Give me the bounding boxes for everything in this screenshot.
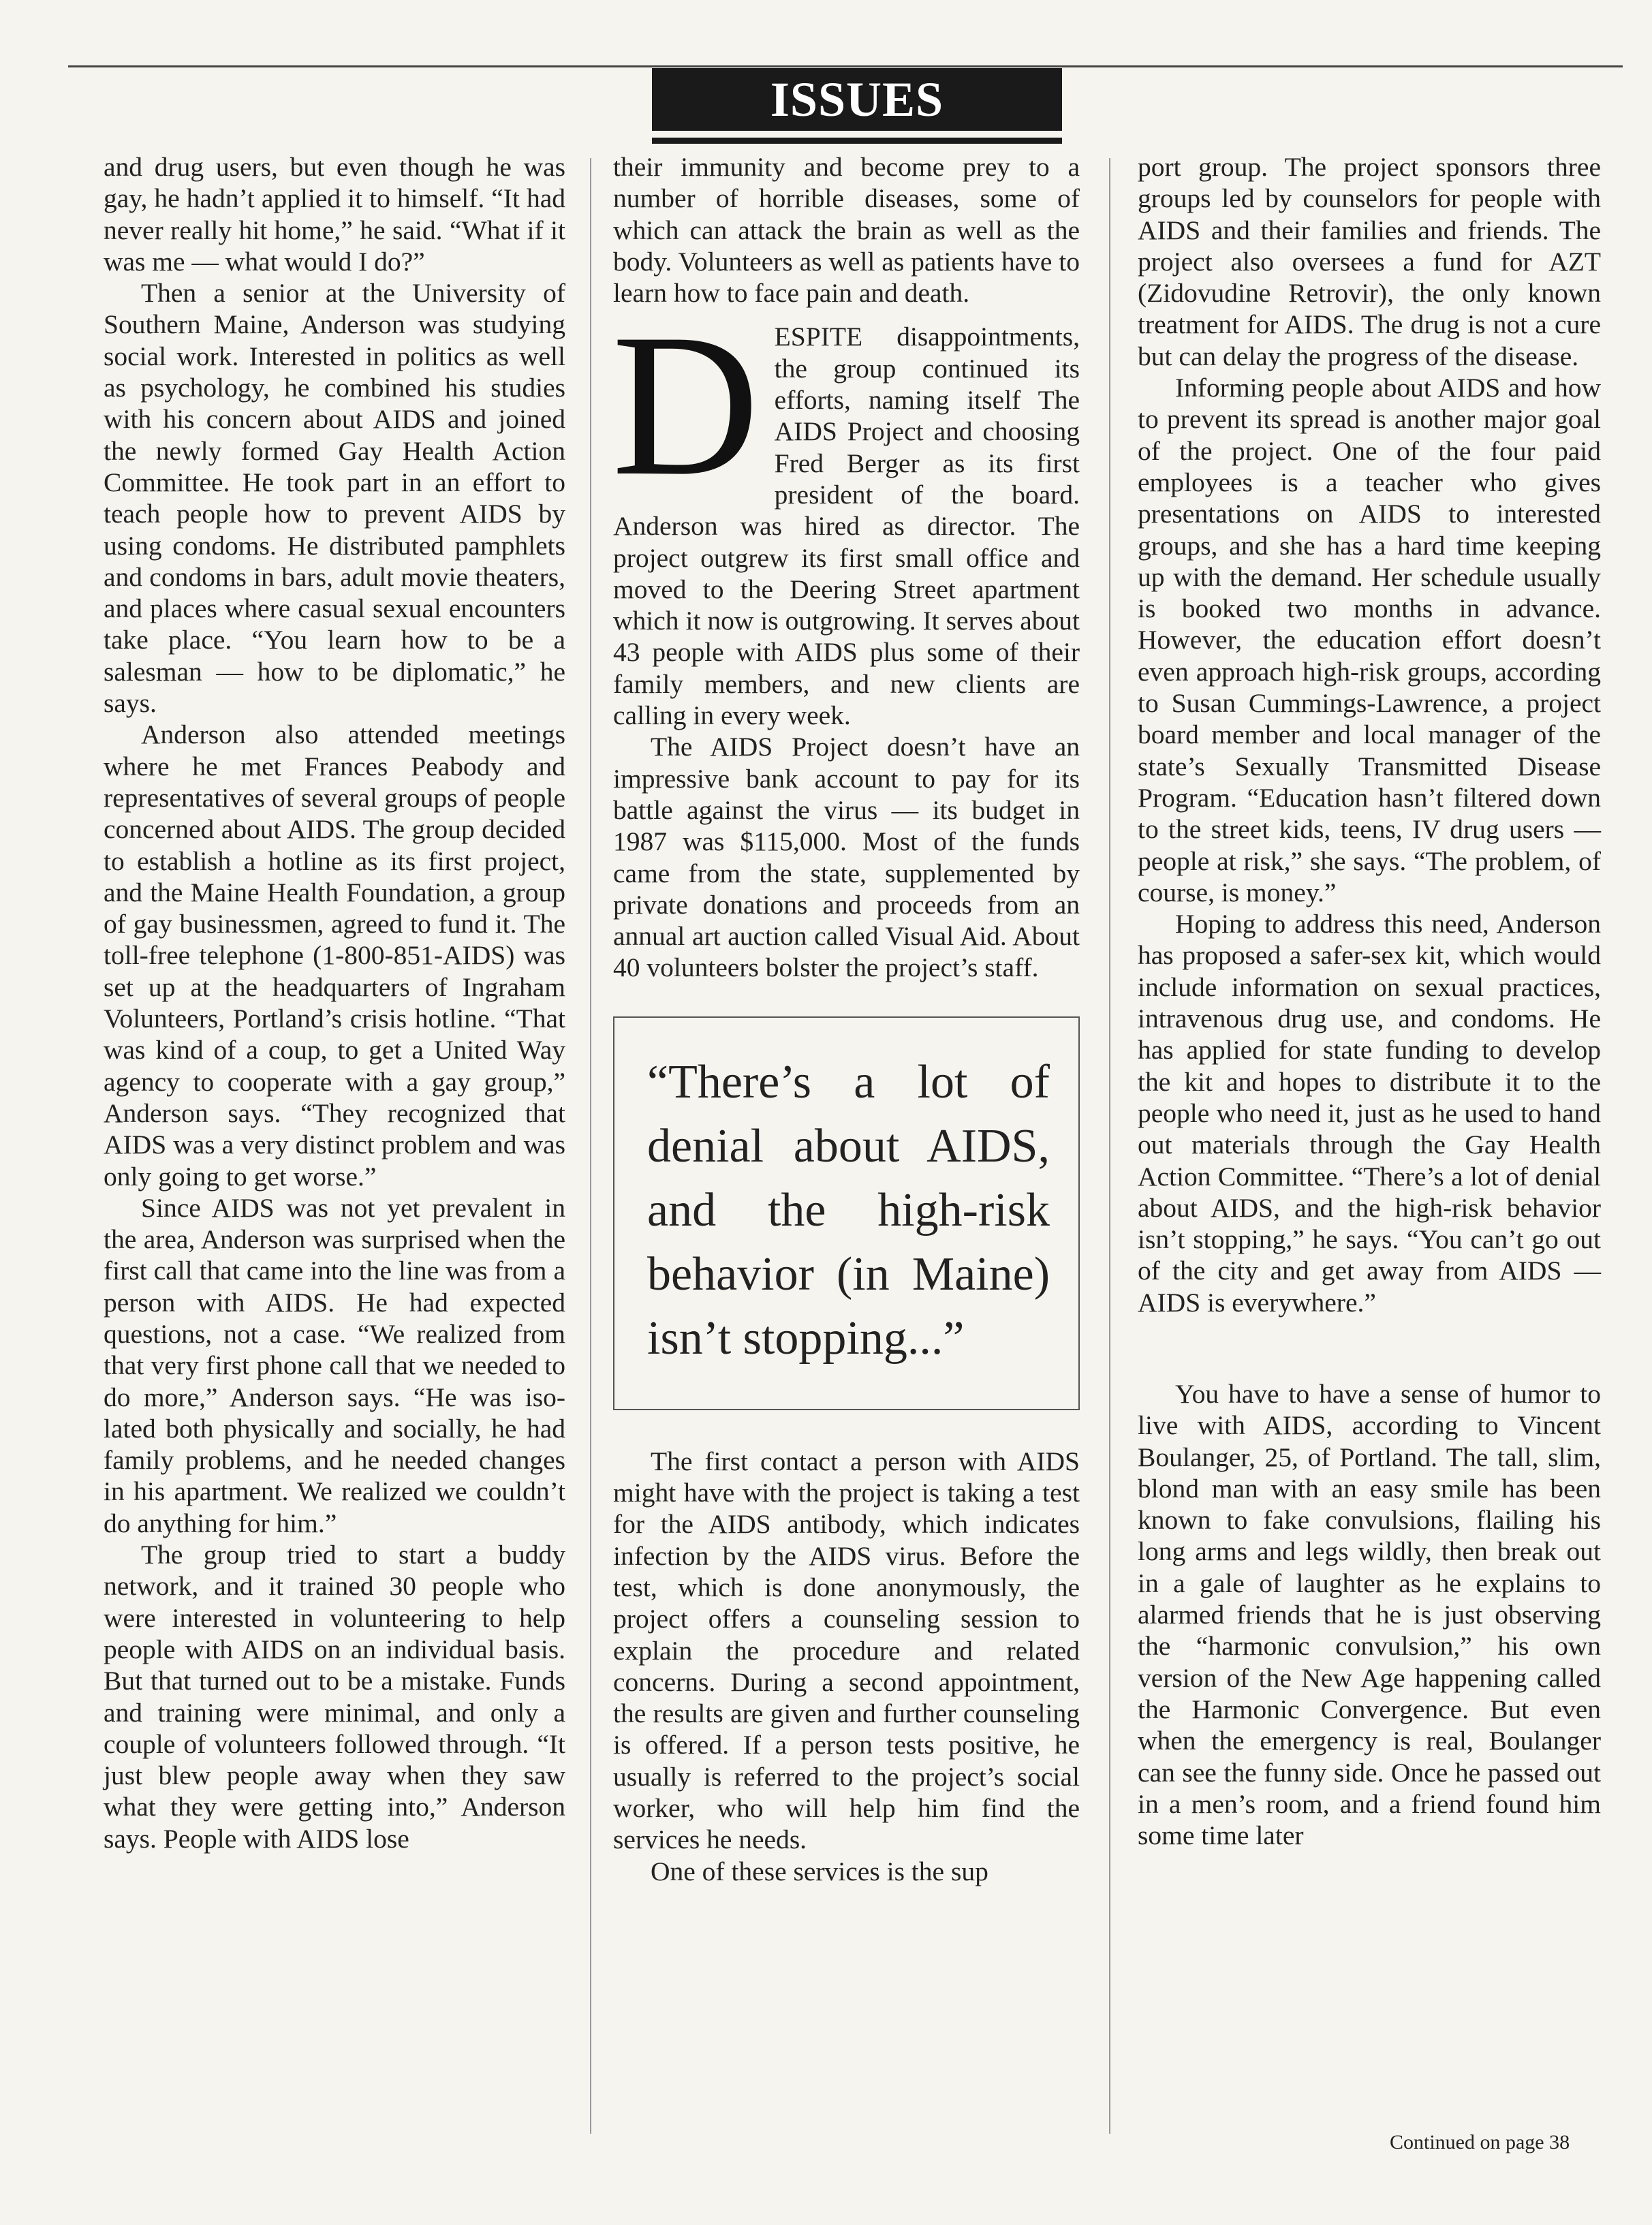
paragraph: Informing people about AIDS and how to prevent its spread is another major goal of the project. One of the four paid employees is a teacher who gives presentations on AIDS to interested groups, and she has a hard time keeping up with the demand. Her schedule usually is booked two months in advance. However, the education effort doesn’t even approach high-risk groups, according to Susan Cummings-Lawrence, a project board member and local manager of the state’s Sexually Transmitted Disease Program. “Education hasn’t filtered down to the street kids, teens, IV drug users — people at risk,” she says. “The problem, of course, is money.” xyxy=(1138,373,1601,907)
column-divider xyxy=(590,158,591,2134)
paragraph: One of these services is the sup xyxy=(651,1856,988,1886)
paragraph: and drug users, but even though he was gay, he hadn’t applied it to himself. “It had never really hit home,” he said. “What if it was me — what would I do?” xyxy=(104,152,565,277)
top-rule xyxy=(68,65,1623,67)
section-header: ISSUES xyxy=(652,68,1062,131)
pull-quote: “There’s a lot of denial about AIDS, and the high-risk behavior (in Maine) isn’t stopping...” xyxy=(613,1016,1080,1410)
column-divider xyxy=(1109,158,1110,2134)
paragraph: The AIDS Project doesn’t have an impressive bank account to pay for its battle against the virus — its budget in 1987 was $115,000. Most of the funds came from the state, supplemented by private donations and proceeds from an annual art auction called Visual Aid. About 40 volunteers bolster the project’s staff. xyxy=(613,732,1080,983)
paragraph: The group tried to start a buddy network, and it trained 30 people who were interested in volunteering to help people with AIDS on an individual basis. But that turned out to be a mistake. Funds and training were minimal, and only a couple of volunteers followed through. “It just blew people away when they saw what they were getting into,” Anderson says. People with AIDS lose xyxy=(104,1540,565,1854)
continued-note: Continued on page 38 xyxy=(1390,2131,1570,2153)
column-3 xyxy=(1138,151,1601,1851)
paragraph: Since AIDS was not yet prevalent in the area, Anderson was surprised when the first call that came into the line was from a person with AIDS. He had expected questions, not a case. “We realized from that very first phone call that we needed to do more,” Anderson says. “He was isolated both physically and socially, he had family problems, and he needed changes in his apartment. We realized we couldn’t do anything for him.” xyxy=(104,1192,565,1538)
header-underline xyxy=(652,138,1062,144)
section-break xyxy=(1138,1318,1601,1378)
paragraph: Then a senior at the University of Southern Maine, Anderson was studying social work. Interested in politics as well as psychology, he combined his studies with his concern about AIDS and joined the newly formed Gay Health Action Committee. He took part in an effort to teach people how to prevent AIDS by using condoms. He distributed pamphlets and condoms in bars, adult movie theaters, and places where casual sexual encounters take place. “You learn how to be a salesman — how to be diplomatic,” he says. xyxy=(104,278,565,719)
paragraph: their immunity and become prey to a number of horrible diseases, some of which can attack the brain as well as the body. Volunteers as well as patients have to learn how to face pain and death. xyxy=(613,152,1080,309)
paragraph: The first contact a person with AIDS might have with the project is taking a test for the AIDS antibody, which indicates infection by the AIDS virus. Before the test, which is done anonymously, the project offers a counseling session to explain the procedure and related concerns. During a second appointment, the results are given and further counseling is offered. If a person tests positive, he usually is referred to the project’s social worker, who will help him find the services he needs. xyxy=(613,1446,1080,1855)
dropcap-paragraph xyxy=(612,292,1080,731)
paragraph: port group. The project sponsors three groups led by counselors for people with AIDS and their families and friends. The project also oversees a fund for AZT (Zidovudine Retrovir), the only known treatment for AIDS. The drug is not a cure but can delay the progress of the disease. xyxy=(1138,152,1601,371)
paragraph: Anderson also attended meetings where he met Frances Peabody and representatives of several groups of people concerned about AIDS. The group decided to establish a hotline as its first project, and the Maine Health Foundation, a group of gay businessmen, agreed to fund it. The toll-free telephone (1-800-851-AIDS) was set up at the headquarters of Ingraham Volunteers, Portland’s crisis hotline. “That was kind of a coup, to get a United Way agency to cooperate with a gay group,” Anderson says. “They recognized that AIDS was a very distinct problem and was only going to get worse.” xyxy=(104,719,565,1192)
column-2 xyxy=(613,151,1080,1887)
paragraph: You have to have a sense of humor to live with AIDS, according to Vincent Boulanger, 25, of Portland. The tall, slim, blond man with an easy smile has been known to fake convulsions, flailing his long arms and legs wildly, then break out in a gale of laughter as he explains to alarmed friends that he is just observing the “harmonic convulsion,” his own version of the New Age happening called the Harmonic Convergence. But even when the emergency is real, Boulanger can see the funny side. Once he passed out in a men’s room, and a friend found him some time later xyxy=(1138,1378,1601,1851)
dropcap-paragraph-text: ESPITE disappointments, the group continued its efforts, naming itself The AIDS Project and choosing Fred Berger as its first president of the board. Anderson was hired as director. The project outgrew its first small office and moved to the Deering Street apartment which it now is outgrowing. It serves about 43 people with AIDS plus some of their family members, and new clients are calling in every week. xyxy=(613,322,1080,731)
drop-cap: D xyxy=(612,292,760,518)
column-1 xyxy=(104,151,565,1854)
paragraph: Hoping to address this need, Anderson has proposed a safer-sex kit, which would include information on sexual practices, intravenous drug use, and condoms. He has applied for state funding to develop the kit and hopes to distribute it to the people who need it, just as he used to hand out materials through the Gay Health Action Committee. “There’s a lot of denial about AIDS, and the high-risk behavior isn’t stopping,” he says. “You can’t go out of the city and get away from AIDS — AIDS is everywhere.” xyxy=(1138,909,1601,1318)
